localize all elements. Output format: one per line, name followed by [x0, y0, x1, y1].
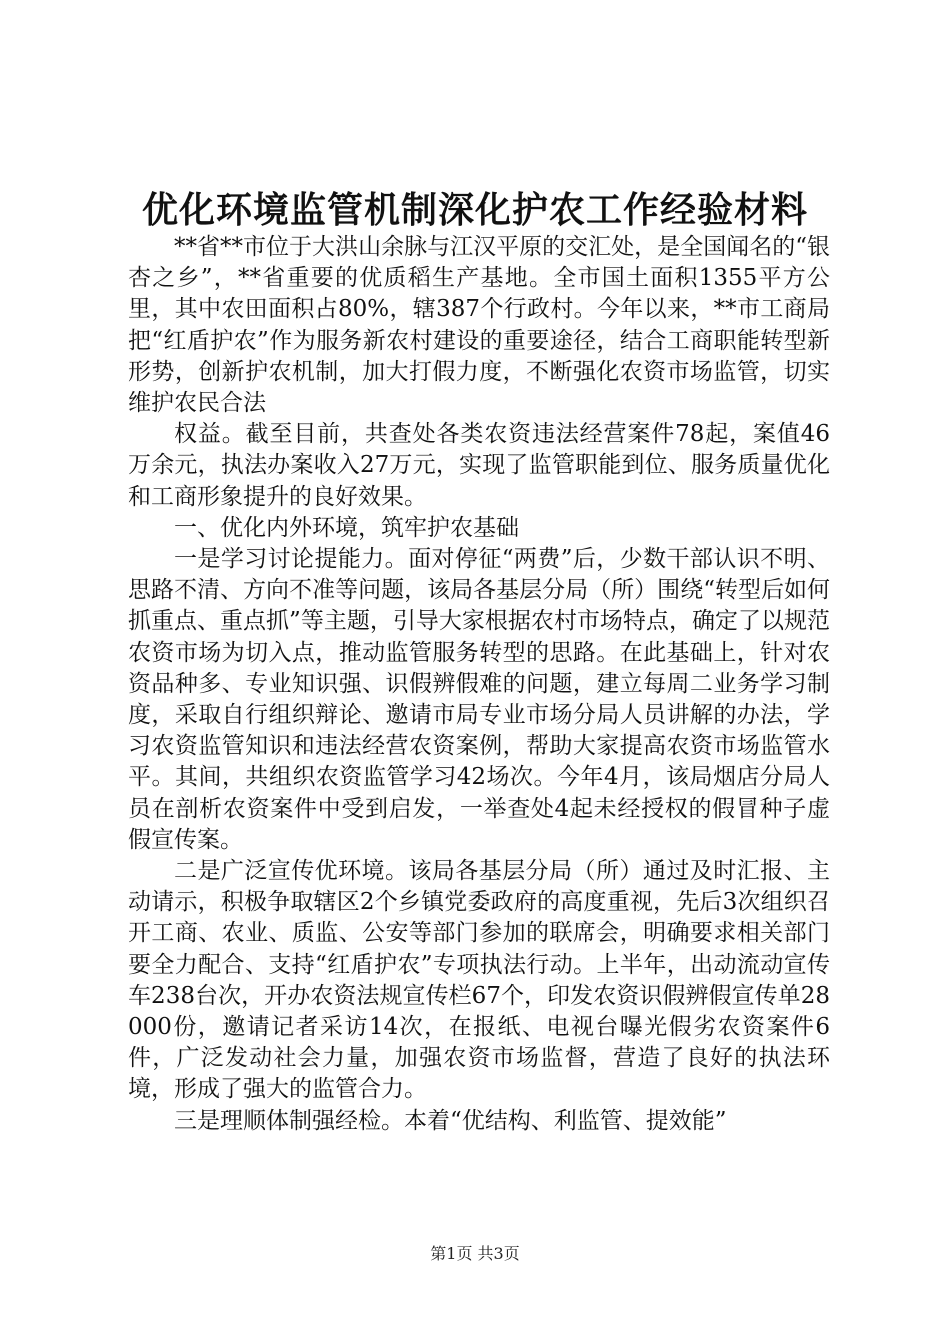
paragraph-system: 三是理顺体制强经检。本着“优结构、利监管、提效能” — [174, 1107, 727, 1134]
paragraph-publicity: 二是广泛宣传优环境。该局各基层分局（所）通过及时汇报、主动请示，积极争取辖区2个乡镇党委政府的高度重视，先后3次组织召开工商、农业、质监、公安等部门参加的联席会，明确要求相关部门要全力配合、支持“红盾护农”专项执法行动。上半年，出动流动宣传车238台次，开办农资法规宣传栏67个，印发农资识假辨假宣传单28000份，邀请记者采访14次，在报纸、电视台曝光假劣农资案件6件，广泛发动社会力量，加强农资市场监督，营造了良好的执法环境，形成了强大的监管合力。 — [128, 858, 830, 1103]
paragraph-intro: **省**市位于大洪山余脉与江汉平原的交汇处，是全国闻名的“银杏之乡”，**省重要的优质稻生产基地。全市国土面积1355平方公里，其中农田面积占80%，辖387个行政村。今年以来，**市工商局把“红盾护农”作为服务新农村建设的重要途径，结合工商职能转型新形势，创新护农机制，加大打假力度，不断强化农资市场监管，切实维护农民合法 — [128, 234, 830, 417]
section-heading-1: 一、优化内外环境，筑牢护农基础 — [174, 514, 519, 541]
document-body — [128, 232, 830, 1137]
paragraph-study: 一是学习讨论提能力。面对停征“两费”后，少数干部认识不明、思路不清、方向不准等问题，该局各基层分局（所）围绕“转型后如何抓重点、重点抓”等主题，引导大家根据农村市场特点，确定了以规范农资市场为切入点，推动监管服务转型的思路。在此基础上，针对农资品种多、专业知识强、识假辨假难的问题，建立每周二业务学习制度，采取自行组织辩论、邀请市局专业市场分局人员讲解的办法，学习农资监管知识和违法经营农资案例，帮助大家提高农资市场监管水平。其间，共组织农资监管学习42场次。今年4月，该局烟店分局人员在剖析农资案件中受到启发，一举查处4起未经授权的假冒种子虚假宣传案。 — [128, 546, 830, 853]
paragraph-results: 权益。截至目前，共查处各类农资违法经营案件78起，案值46万余元，执法办案收入27万元，实现了监管职能到位、服务质量优化和工商形象提升的良好效果。 — [128, 421, 830, 510]
page-footer: 第1页 共3页 — [430, 1244, 520, 1263]
document-title: 优化环境监管机制深化护农工作经验材料 — [141, 189, 808, 231]
